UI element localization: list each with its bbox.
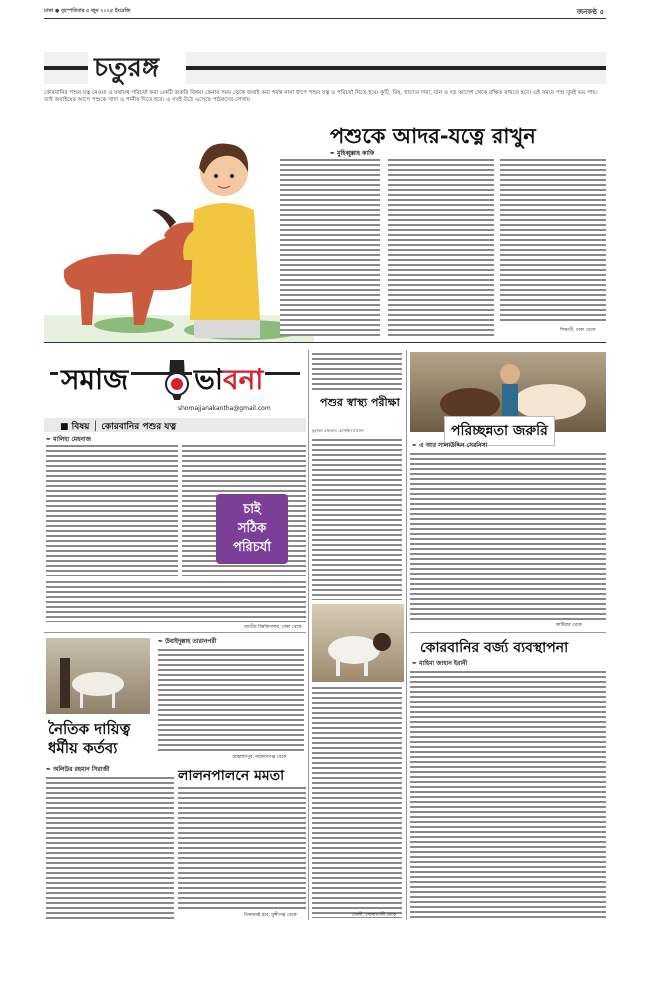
section-title: চতুরঙ্গ (94, 53, 160, 83)
rule-right (410, 632, 606, 633)
masthead-page: জনকণ্ঠ ৫ (576, 8, 604, 16)
author-2-name: উবাইদুল্লাহ তারানপরী (165, 638, 217, 645)
pen-icon: ✒ (412, 660, 420, 667)
article-4-body (410, 452, 606, 620)
subject-sep: │ (92, 422, 102, 432)
author-4-name: এ আর সালাউদ্দিন সেরনিসা (419, 442, 488, 449)
col-divider-2 (406, 350, 407, 920)
pen-icon: ✒ (330, 150, 338, 157)
author-6: মুহাম্মদ মাহতাব হোসাইন মাজেদ (312, 428, 365, 433)
subject-value: কোরবানির পশুর যত্ন (101, 422, 177, 432)
logo-word-b (192, 358, 265, 405)
sign-5: জেলী, সোনাগাজী থেকে (352, 913, 397, 918)
goat-photo (46, 638, 150, 714)
intro-text: কোরবানির পশুর যত্ন নেওয়া ও যথাযথ পরিচর্যা করা একটি জরুরি বিষয়। কেনার সময় থেকে জবাই করা পর্যন্ত নানা ধাপে পশুর যত্ন ও পরিচর্যা নিতে হবে। কুটি, বিষ, খাদ্যের দায়া, যান ও দড় আদেশ থেকে রক্ষিত রাখতে হবে। এই সময়ে পশু খুবই ভয় পায়। তাই জবাইয়ের আগে পশুকে খাদ্য ও পানীয় দিতে হবে। এ সবই উঠে এসেছে পাঠকদের লেখায় (44, 90, 598, 103)
waste-headline: কোরবানির বর্জ্য ব্যবস্থাপনা (420, 640, 569, 656)
author-5 (412, 658, 467, 669)
sign-1: জাতীয় বিশ্ববিদ্যালয়, ঢাকা থেকে (244, 625, 302, 630)
article-2-col-b (312, 686, 402, 918)
moral-headline: নৈতিক দায়িত্ব ধর্মীয় কর্তব্য (48, 720, 131, 757)
article-2-top (312, 352, 402, 390)
feature-headline: পশুকে আদর-যত্নে রাখুন (330, 124, 536, 148)
article-3b-col2 (178, 786, 306, 910)
col-divider-1 (308, 350, 309, 920)
author-3-name: অলিউর রহমান সিরাজী (53, 766, 110, 773)
callout-line-3: পরিচর্যা (233, 540, 271, 555)
logo-email: shomajjanakantha@gmail.com (178, 405, 271, 412)
sign-3: তিনজনই হবে, মুন্সীগঞ্জ থেকে (244, 913, 297, 918)
author-3 (46, 764, 110, 775)
article-3-body (158, 648, 304, 752)
article-2-col (312, 438, 402, 600)
sign-4: কাটিয়ার থেকে (556, 623, 582, 628)
care-headline: লালনপালনে মমতা (178, 768, 285, 784)
article-5-body (410, 670, 606, 920)
callout-line-1: চাই (243, 502, 261, 517)
pen-icon: ✒ (46, 766, 54, 773)
feature-sign: শিক্ষার্থী, ঢাকা থেকে (560, 328, 596, 333)
logo-word-b1: ভা (194, 363, 223, 396)
feature-col2 (388, 158, 494, 336)
logo-word-a: সমাজ (58, 358, 131, 405)
feature-byline-text: মুহিব্বুল্লাহ কাফি (337, 150, 375, 157)
author-2 (158, 636, 216, 647)
article-1-col1 (46, 444, 178, 576)
pen-icon: ✒ (158, 638, 166, 645)
callout-text (216, 500, 288, 557)
rule-1 (44, 342, 606, 343)
article-3b-col1 (46, 776, 174, 920)
article-1-tail (46, 580, 306, 622)
health-headline: পশুর স্বাস্থ্য পরীক্ষা (320, 396, 400, 409)
sign-2: মোহাম্মদপুর, নারায়ণগঞ্জ থেকে (232, 755, 287, 760)
author-5-name: মাহিমা জাহান ইরানী (419, 660, 468, 667)
feature-illustration (44, 120, 314, 342)
samaj-vabna-logo (50, 350, 300, 406)
feature-col1 (280, 158, 380, 336)
subject-label: বিষয় (71, 422, 90, 432)
subject-text (60, 419, 176, 434)
masthead-date: ঢাকা ● বৃহস্পতিবার ৫ জুন ২০২৫ ইংরেজি (44, 8, 131, 14)
logo-word-b2: বনা (222, 363, 264, 396)
author-4 (412, 440, 487, 451)
pen-icon: ✒ (46, 436, 54, 443)
top-rule (44, 18, 606, 19)
pen-icon: ✒ (412, 442, 420, 449)
callout-line-2: সঠিক (237, 521, 267, 536)
author-1-name: মালিহা মেহনাজ (53, 436, 91, 443)
cow-photo-2 (312, 604, 404, 682)
clean-headline: পরিচ্ছন্নতা জরুরি (444, 416, 555, 446)
feature-col3 (500, 158, 606, 324)
rule-left (44, 632, 306, 633)
subject-square-icon: ■ (60, 422, 72, 432)
